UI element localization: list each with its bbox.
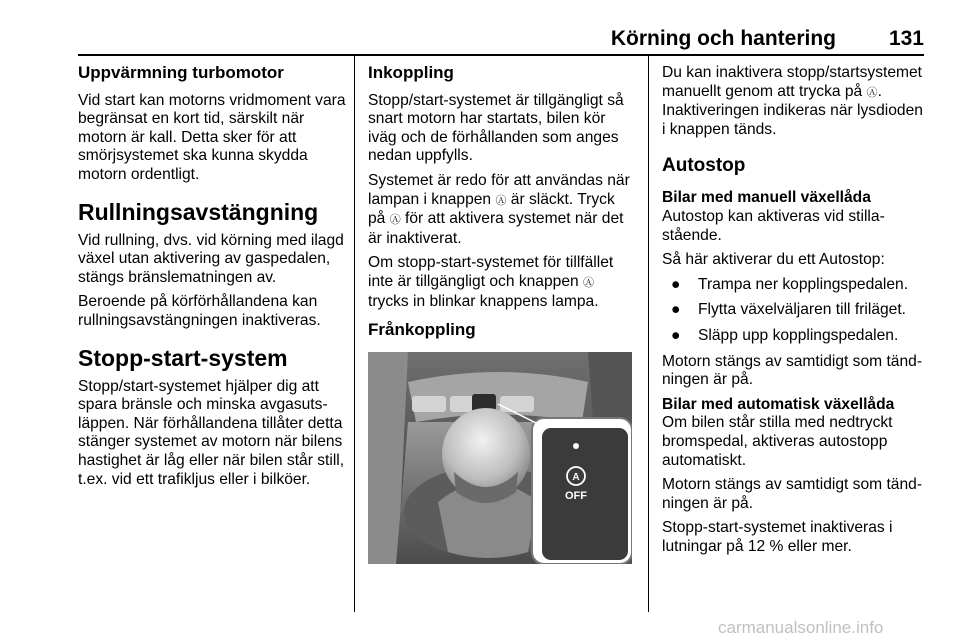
section-title-activation: Inkoppling	[368, 63, 454, 82]
header-divider	[78, 54, 924, 56]
section-title-deactivation: Frånkoppling	[368, 320, 476, 340]
paragraph-turbo: Vid start kan motorns vridmoment vara begränsat en kort tid, särskilt när motorn är kall. Detta sker för att smörjsystemet ska kunna skydda motorn ordentligt.	[78, 91, 346, 183]
paragraph-activation-1: Stopp/start-systemet är tillgängligt så snart motorn har startats, bilen kör iväg och de förhållanden som anges nedan uppfylls.	[368, 91, 624, 165]
autostop-button-icon: Ⓐ	[495, 194, 507, 207]
paragraph-activation-2: Systemet är redo för att användas när lampan i knappen Ⓐ är släckt. Tryck på Ⓐ för att aktivera systemet när det är inaktiverat.	[368, 171, 630, 247]
column-3	[662, 64, 926, 562]
paragraph-incline: Stopp-start-systemet inaktiveras i lutningar på 12 % eller mer.	[662, 519, 893, 555]
autostop-button-icon: Ⓐ	[389, 214, 401, 227]
list-item: ● Flytta växelväljaren till friläget.	[671, 301, 906, 319]
console-photo	[368, 352, 632, 564]
section-title-turbo: Uppvärmning turbomotor	[78, 63, 284, 82]
off-label: OFF	[565, 489, 587, 502]
section-title-autostop: Autostop	[662, 155, 746, 177]
paragraph-rolling-1: Vid rullning, dvs. vid körning med ilagd växel utan aktivering av gaspedalen, stängs bränslematningen av.	[78, 231, 344, 286]
subtitle-manual-gearbox: Bilar med manuell växellåda	[662, 189, 871, 207]
column-2	[368, 64, 636, 564]
paragraph-automatic: Om bilen står stilla med nedtryckt bromspedal, aktiveras autostopp automatiskt.	[662, 414, 893, 469]
paragraph-automatic-after: Motorn stängs av samtidigt som tändningen är på.	[662, 476, 923, 512]
paragraph-manual-after: Motorn stängs av samtidigt som tändningen är på.	[662, 352, 923, 389]
paragraph-howto: Så här aktiverar du ett Autostop:	[662, 251, 885, 269]
paragraph-activation-3: Om stopp-start-systemet för tillfället inte är tillgängligt och knappen Ⓐ trycks in blinkar knappens lampa.	[368, 254, 614, 310]
page-header	[78, 27, 924, 53]
paragraph-manual-1: Autostop kan aktiveras vid stillastående.	[662, 207, 885, 244]
subtitle-automatic-gearbox: Bilar med automatisk växellåda	[662, 395, 895, 413]
watermark: carmanualsonline.info	[718, 618, 884, 637]
list-item: ● Trampa ner kopplingspedalen.	[671, 275, 909, 293]
autostop-button-icon: Ⓐ	[866, 86, 878, 99]
svg-text:A: A	[572, 471, 580, 483]
chapter-title: Körning och hantering	[610, 27, 836, 50]
section-title-rolling: Rullningsavstängning	[78, 198, 319, 225]
steps-list	[662, 276, 926, 346]
paragraph-rolling-2: Beroende på körförhållandena kan rullningsavstängningen inaktiveras.	[78, 293, 321, 329]
page-number: 131	[888, 27, 924, 50]
autostop-button-icon: Ⓐ	[583, 276, 595, 289]
list-item: ● Släpp upp kopplingspedalen.	[671, 326, 899, 344]
paragraph-stop-start: Stopp/start-systemet hjälper dig att spara bränsle och minska avgasutsläppen. När förhållandena tillåter detta stänger systemet av motorn när bilens hastighet är låg eller när bilen står still, t.ex. vid ett trafikljus eller i bilköer.	[78, 377, 345, 488]
paragraph-manual-deactivation: Du kan inaktivera stopp/startsystemet manuellt genom att trycka på Ⓐ. Inaktiveringen indikeras när lysdioden i knappen tänds.	[662, 64, 923, 138]
section-title-stop-start: Stopp-start-system	[78, 344, 288, 371]
column-divider-1	[354, 56, 355, 612]
column-divider-2	[648, 56, 649, 612]
column-1	[78, 64, 346, 495]
